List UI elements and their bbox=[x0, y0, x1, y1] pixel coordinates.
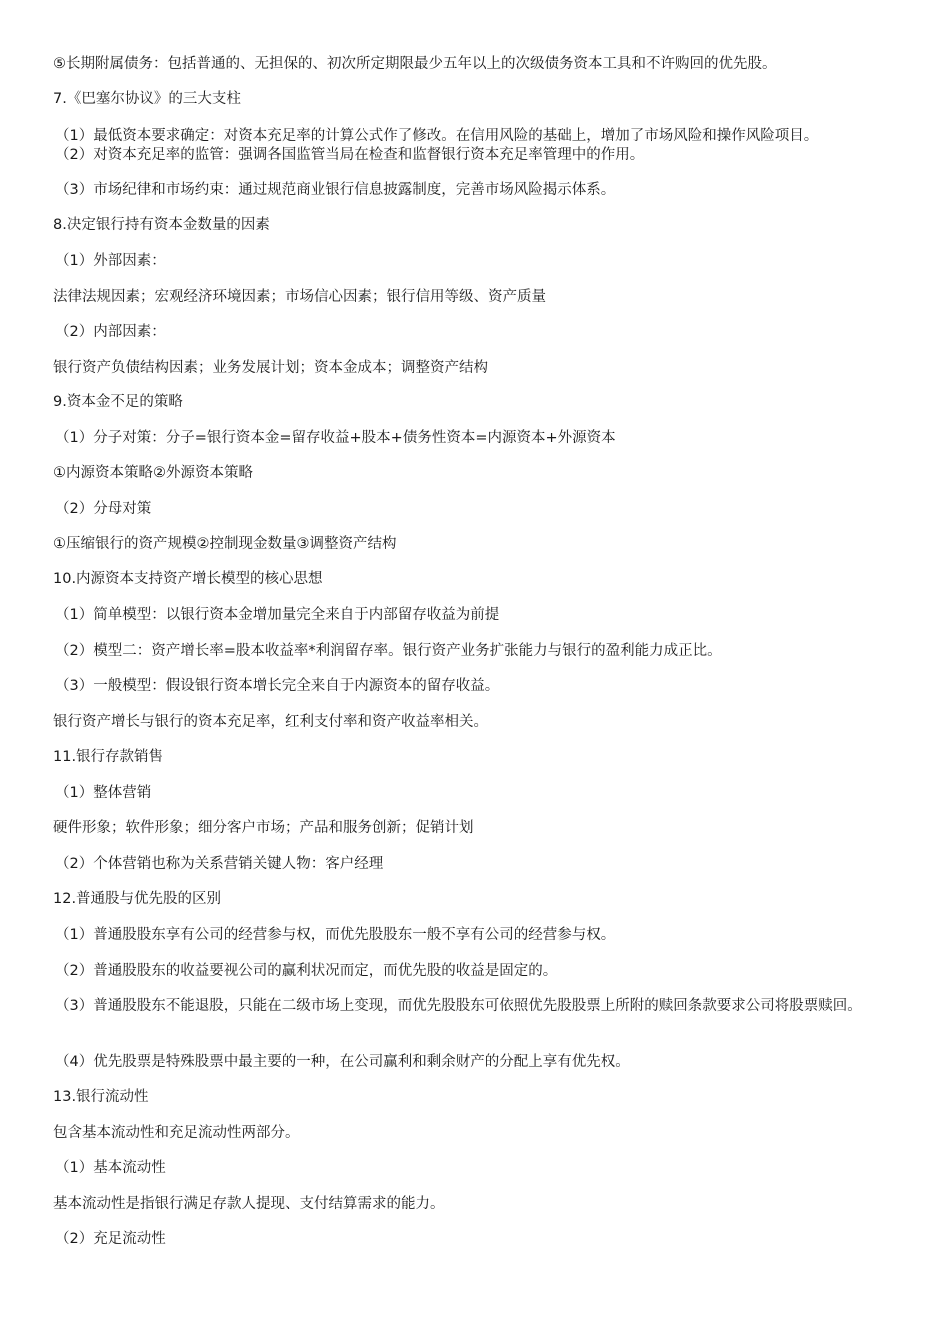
section-heading: 12.普通股与优先股的区别 bbox=[53, 891, 222, 907]
text-line: ①内源资本策略②外源资本策略 bbox=[53, 465, 253, 481]
text-line: （1）整体营销 bbox=[55, 785, 152, 801]
text-line: （2）分母对策 bbox=[55, 501, 152, 517]
text-line: （4）优先股票是特殊股票中最主要的一种，在公司赢利和剩余财产的分配上享有优先权。 bbox=[55, 1054, 630, 1070]
section-heading: 10.内源资本支持资产增长模型的核心思想 bbox=[53, 571, 323, 587]
text-line: （2）充足流动性 bbox=[55, 1231, 166, 1247]
text-line: （1）最低资本要求确定：对资本充足率的计算公式作了修改。在信用风险的基础上，增加了市场风险和操作风险项目。 bbox=[55, 128, 819, 144]
section-heading: 13.银行流动性 bbox=[53, 1089, 149, 1105]
section-heading: 8.决定银行持有资本金数量的因素 bbox=[53, 217, 270, 233]
text-line: （2）普通股股东的收益要视公司的赢利状况而定，而优先股的收益是固定的。 bbox=[55, 963, 558, 979]
text-line: （1）基本流动性 bbox=[55, 1160, 166, 1176]
text-line: ⑤长期附属债务：包括普通的、无担保的、初次所定期限最少五年以上的次级债务资本工具和不许购回的优先股。 bbox=[53, 56, 777, 72]
text-line: 硬件形象；软件形象；细分客户市场；产品和服务创新；促销计划 bbox=[53, 820, 474, 836]
text-line: （2）模型二：资产增长率=股本收益率*利润留存率。银行资产业务扩张能力与银行的盈利能力成正比。 bbox=[55, 643, 722, 659]
text-line: （3）普通股股东不能退股，只能在二级市场上变现，而优先股股东可依照优先股股票上所附的赎回条款要求公司将股票赎回。 bbox=[55, 998, 862, 1014]
text-line: 基本流动性是指银行满足存款人提现、支付结算需求的能力。 bbox=[53, 1196, 445, 1212]
text-line: （2）个体营销也称为关系营销关键人物：客户经理 bbox=[55, 856, 384, 872]
text-line: （1）简单模型：以银行资本金增加量完全来自于内部留存收益为前提 bbox=[55, 607, 500, 623]
text-line: ①压缩银行的资产规模②控制现金数量③调整资产结构 bbox=[53, 536, 397, 552]
text-line: （1）分子对策：分子=银行资本金=留存收益+股本+债务性资本=内源资本+外源资本 bbox=[55, 430, 616, 446]
text-line: （3）一般模型：假设银行资本增长完全来自于内源资本的留存收益。 bbox=[55, 678, 500, 694]
section-heading: 11.银行存款销售 bbox=[53, 749, 164, 765]
text-line: 包含基本流动性和充足流动性两部分。 bbox=[53, 1125, 300, 1141]
text-line: 法律法规因素；宏观经济环境因素；市场信心因素；银行信用等级、资产质量 bbox=[53, 289, 546, 305]
text-line: （1）外部因素： bbox=[55, 253, 166, 269]
section-heading: 9.资本金不足的策略 bbox=[53, 394, 183, 410]
text-line: （1）普通股股东享有公司的经营参与权，而优先股股东一般不享有公司的经营参与权。 bbox=[55, 927, 616, 943]
text-line: （2）对资本充足率的监管：强调各国监管当局在检查和监督银行资本充足率管理中的作用。 bbox=[55, 147, 645, 163]
text-line: （2）内部因素： bbox=[55, 324, 166, 340]
text-line: 银行资产负债结构因素；业务发展计划；资本金成本；调整资产结构 bbox=[53, 360, 488, 376]
text-line: 银行资产增长与银行的资本充足率，红利支付率和资产收益率相关。 bbox=[53, 714, 488, 730]
section-heading: 7.《巴塞尔协议》的三大支柱 bbox=[53, 91, 241, 107]
text-line: （3）市场纪律和市场约束：通过规范商业银行信息披露制度，完善市场风险揭示体系。 bbox=[55, 182, 616, 198]
